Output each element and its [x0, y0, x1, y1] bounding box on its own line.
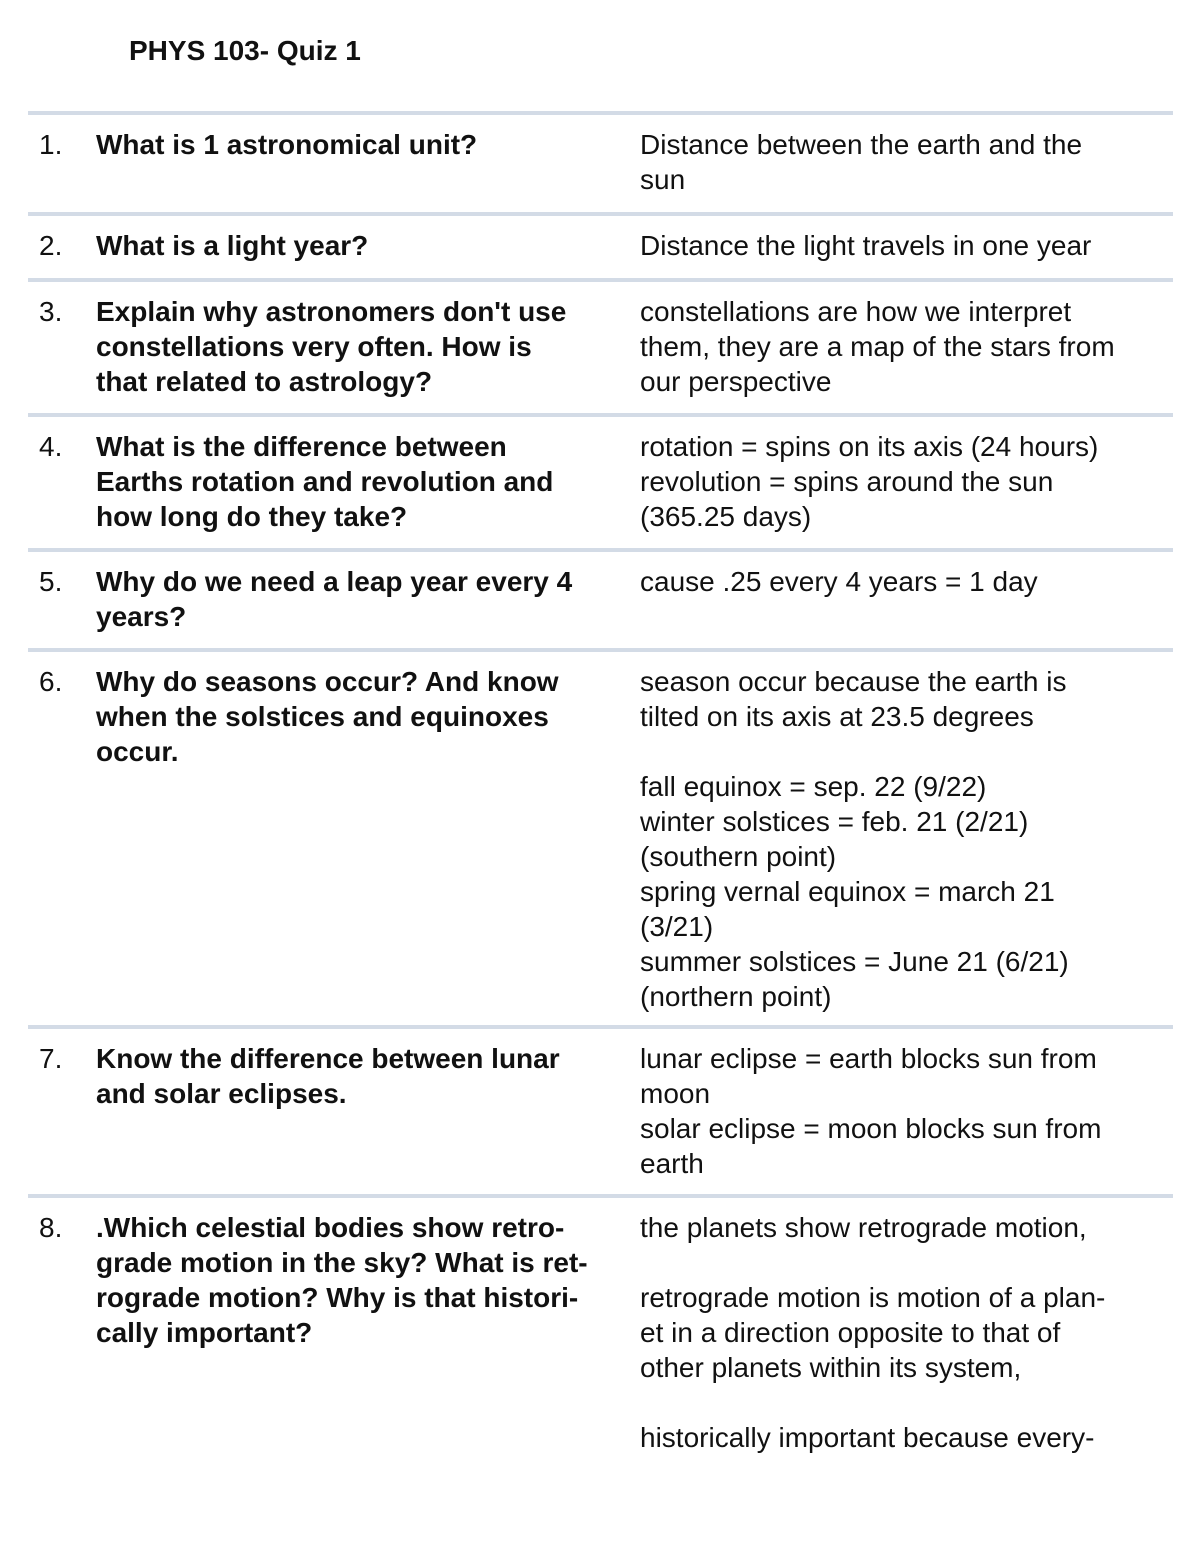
question-row [28, 212, 1173, 278]
answer-line: tilted on its axis at 23.5 degrees [640, 701, 1034, 732]
answer-line: rotation = spins on its axis (24 hours) [640, 431, 1099, 462]
answer-line: historically important because every- [640, 1422, 1095, 1453]
answer-line [640, 1245, 1170, 1280]
question-number: 6. [39, 666, 63, 697]
question-line: Why do seasons occur? And know [96, 666, 559, 697]
question-number: 1. [39, 129, 63, 160]
question-line: What is the difference between [96, 431, 507, 462]
question-line: Earths rotation and revolution and [96, 466, 554, 497]
question-line: Why do we need a leap year every 4 [96, 566, 573, 597]
answer-text [640, 1210, 1170, 1455]
answer-line: fall equinox = sep. 22 (9/22) [640, 771, 987, 802]
answer-line: (365.25 days) [640, 501, 812, 532]
question-line: that related to astrology? [96, 366, 433, 397]
answer-line: et in a direction opposite to that of [640, 1317, 1061, 1348]
answer-line: Distance between the earth and the [640, 129, 1083, 160]
question-line: .Which celestial bodies show retro- [96, 1212, 565, 1243]
question-text [96, 664, 636, 769]
answer-line [640, 1385, 1170, 1420]
question-text [96, 429, 636, 534]
question-line: occur. [96, 736, 179, 767]
answer-line: winter solstices = feb. 21 (2/21) [640, 806, 1029, 837]
answer-text [640, 1041, 1170, 1181]
question-text [96, 228, 636, 263]
question-row [28, 278, 1173, 413]
question-line: grade motion in the sky? What is ret- [96, 1247, 588, 1278]
answer-line [640, 734, 1170, 769]
answer-line: the planets show retrograde motion, [640, 1212, 1087, 1243]
answer-line: earth [640, 1148, 704, 1179]
answer-line: (southern point) [640, 841, 837, 872]
question-number: 8. [39, 1212, 63, 1243]
question-number: 3. [39, 296, 63, 327]
answer-text [640, 564, 1170, 599]
answer-line: them, they are a map of the stars from [640, 331, 1115, 362]
answer-line: other planets within its system, [640, 1352, 1022, 1383]
answer-line: (northern point) [640, 981, 832, 1012]
answer-text [640, 228, 1170, 263]
question-row [28, 648, 1173, 1025]
question-text [96, 127, 636, 162]
question-line: Know the difference between lunar [96, 1043, 560, 1074]
qa-list [28, 111, 1173, 1554]
question-text [96, 294, 636, 399]
question-row [28, 548, 1173, 648]
answer-text [640, 127, 1170, 197]
answer-line: spring vernal equinox = march 21 [640, 876, 1055, 907]
answer-line: lunar eclipse = earth blocks sun from [640, 1043, 1097, 1074]
answer-line: sun [640, 164, 686, 195]
question-text [96, 564, 636, 634]
question-line: constellations very often. How is [96, 331, 532, 362]
answer-line: season occur because the earth is [640, 666, 1067, 697]
question-line: and solar eclipses. [96, 1078, 347, 1109]
question-number: 5. [39, 566, 63, 597]
question-row [28, 1194, 1173, 1554]
answer-line: (3/21) [640, 911, 714, 942]
answer-line: retrograde motion is motion of a plan- [640, 1282, 1106, 1313]
answer-line: our perspective [640, 366, 832, 397]
question-row [28, 1025, 1173, 1194]
question-line: rograde motion? Why is that histori- [96, 1282, 579, 1313]
answer-line: revolution = spins around the sun [640, 466, 1054, 497]
answer-text [640, 664, 1170, 1014]
question-line: how long do they take? [96, 501, 408, 532]
answer-line: cause .25 every 4 years = 1 day [640, 566, 1038, 597]
question-line: What is a light year? [96, 230, 369, 261]
question-row [28, 413, 1173, 548]
question-text [96, 1041, 636, 1111]
question-line: Explain why astronomers don't use [96, 296, 567, 327]
answer-line: moon [640, 1078, 711, 1109]
question-line: years? [96, 601, 187, 632]
answer-text [640, 429, 1170, 534]
question-line: cally important? [96, 1317, 313, 1348]
question-number: 2. [39, 230, 63, 261]
answer-line: Distance the light travels in one year [640, 230, 1092, 261]
answer-line: constellations are how we interpret [640, 296, 1072, 327]
question-number: 4. [39, 431, 63, 462]
question-row [28, 111, 1173, 212]
answer-line: summer solstices = June 21 (6/21) [640, 946, 1069, 977]
question-line: when the solstices and equinoxes [96, 701, 549, 732]
answer-text [640, 294, 1170, 399]
question-number: 7. [39, 1043, 63, 1074]
page-title: PHYS 103- Quiz 1 [129, 35, 361, 66]
question-text [96, 1210, 636, 1350]
answer-line: solar eclipse = moon blocks sun from [640, 1113, 1102, 1144]
question-line: What is 1 astronomical unit? [96, 129, 478, 160]
